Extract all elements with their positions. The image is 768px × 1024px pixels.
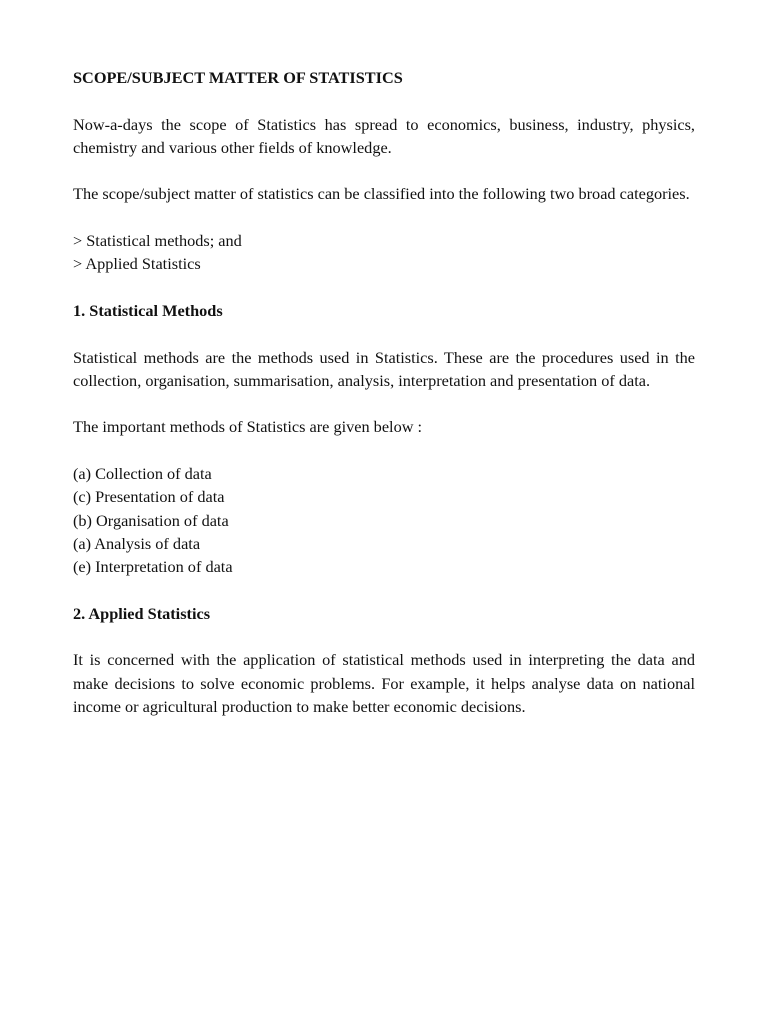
list-item: (b) Organisation of data <box>73 510 229 530</box>
intro-paragraph: Now-a-days the scope of Statistics has spread to economics, business, industry, physics, chemistry and various other fields of knowledge. <box>73 114 695 157</box>
list-item: > Applied Statistics <box>73 254 201 274</box>
list-item: (c) Presentation of data <box>73 487 225 507</box>
section2-heading: 2. Applied Statistics <box>73 603 211 623</box>
list-item: (e) Interpretation of data <box>73 557 233 577</box>
classification-paragraph: The scope/subject matter of statistics can be classified into the following two broad categories. <box>73 184 690 204</box>
section1-paragraph: Statistical methods are the methods used in Statistics. These are the procedures used in the collection, organisation, summarisation, analysis, interpretation and presentation of data. <box>73 347 695 390</box>
document-page <box>73 66 695 742</box>
list-item: (a) Collection of data <box>73 464 212 484</box>
section1-heading: 1. Statistical Methods <box>73 300 223 320</box>
list-item: (a) Analysis of data <box>73 533 201 553</box>
list-item: > Statistical methods; and <box>73 231 242 251</box>
methods-list <box>73 462 695 578</box>
section2-paragraph: It is concerned with the application of statistical methods used in interpreting the data and make decisions to solve economic problems. For example, it helps analyse data on national income or agricultural production to make better economic decisions. <box>73 650 695 717</box>
methods-intro: The important methods of Statistics are given below : <box>73 417 423 437</box>
categories-list <box>73 229 695 276</box>
document-title: SCOPE/SUBJECT MATTER OF STATISTICS <box>73 68 403 87</box>
